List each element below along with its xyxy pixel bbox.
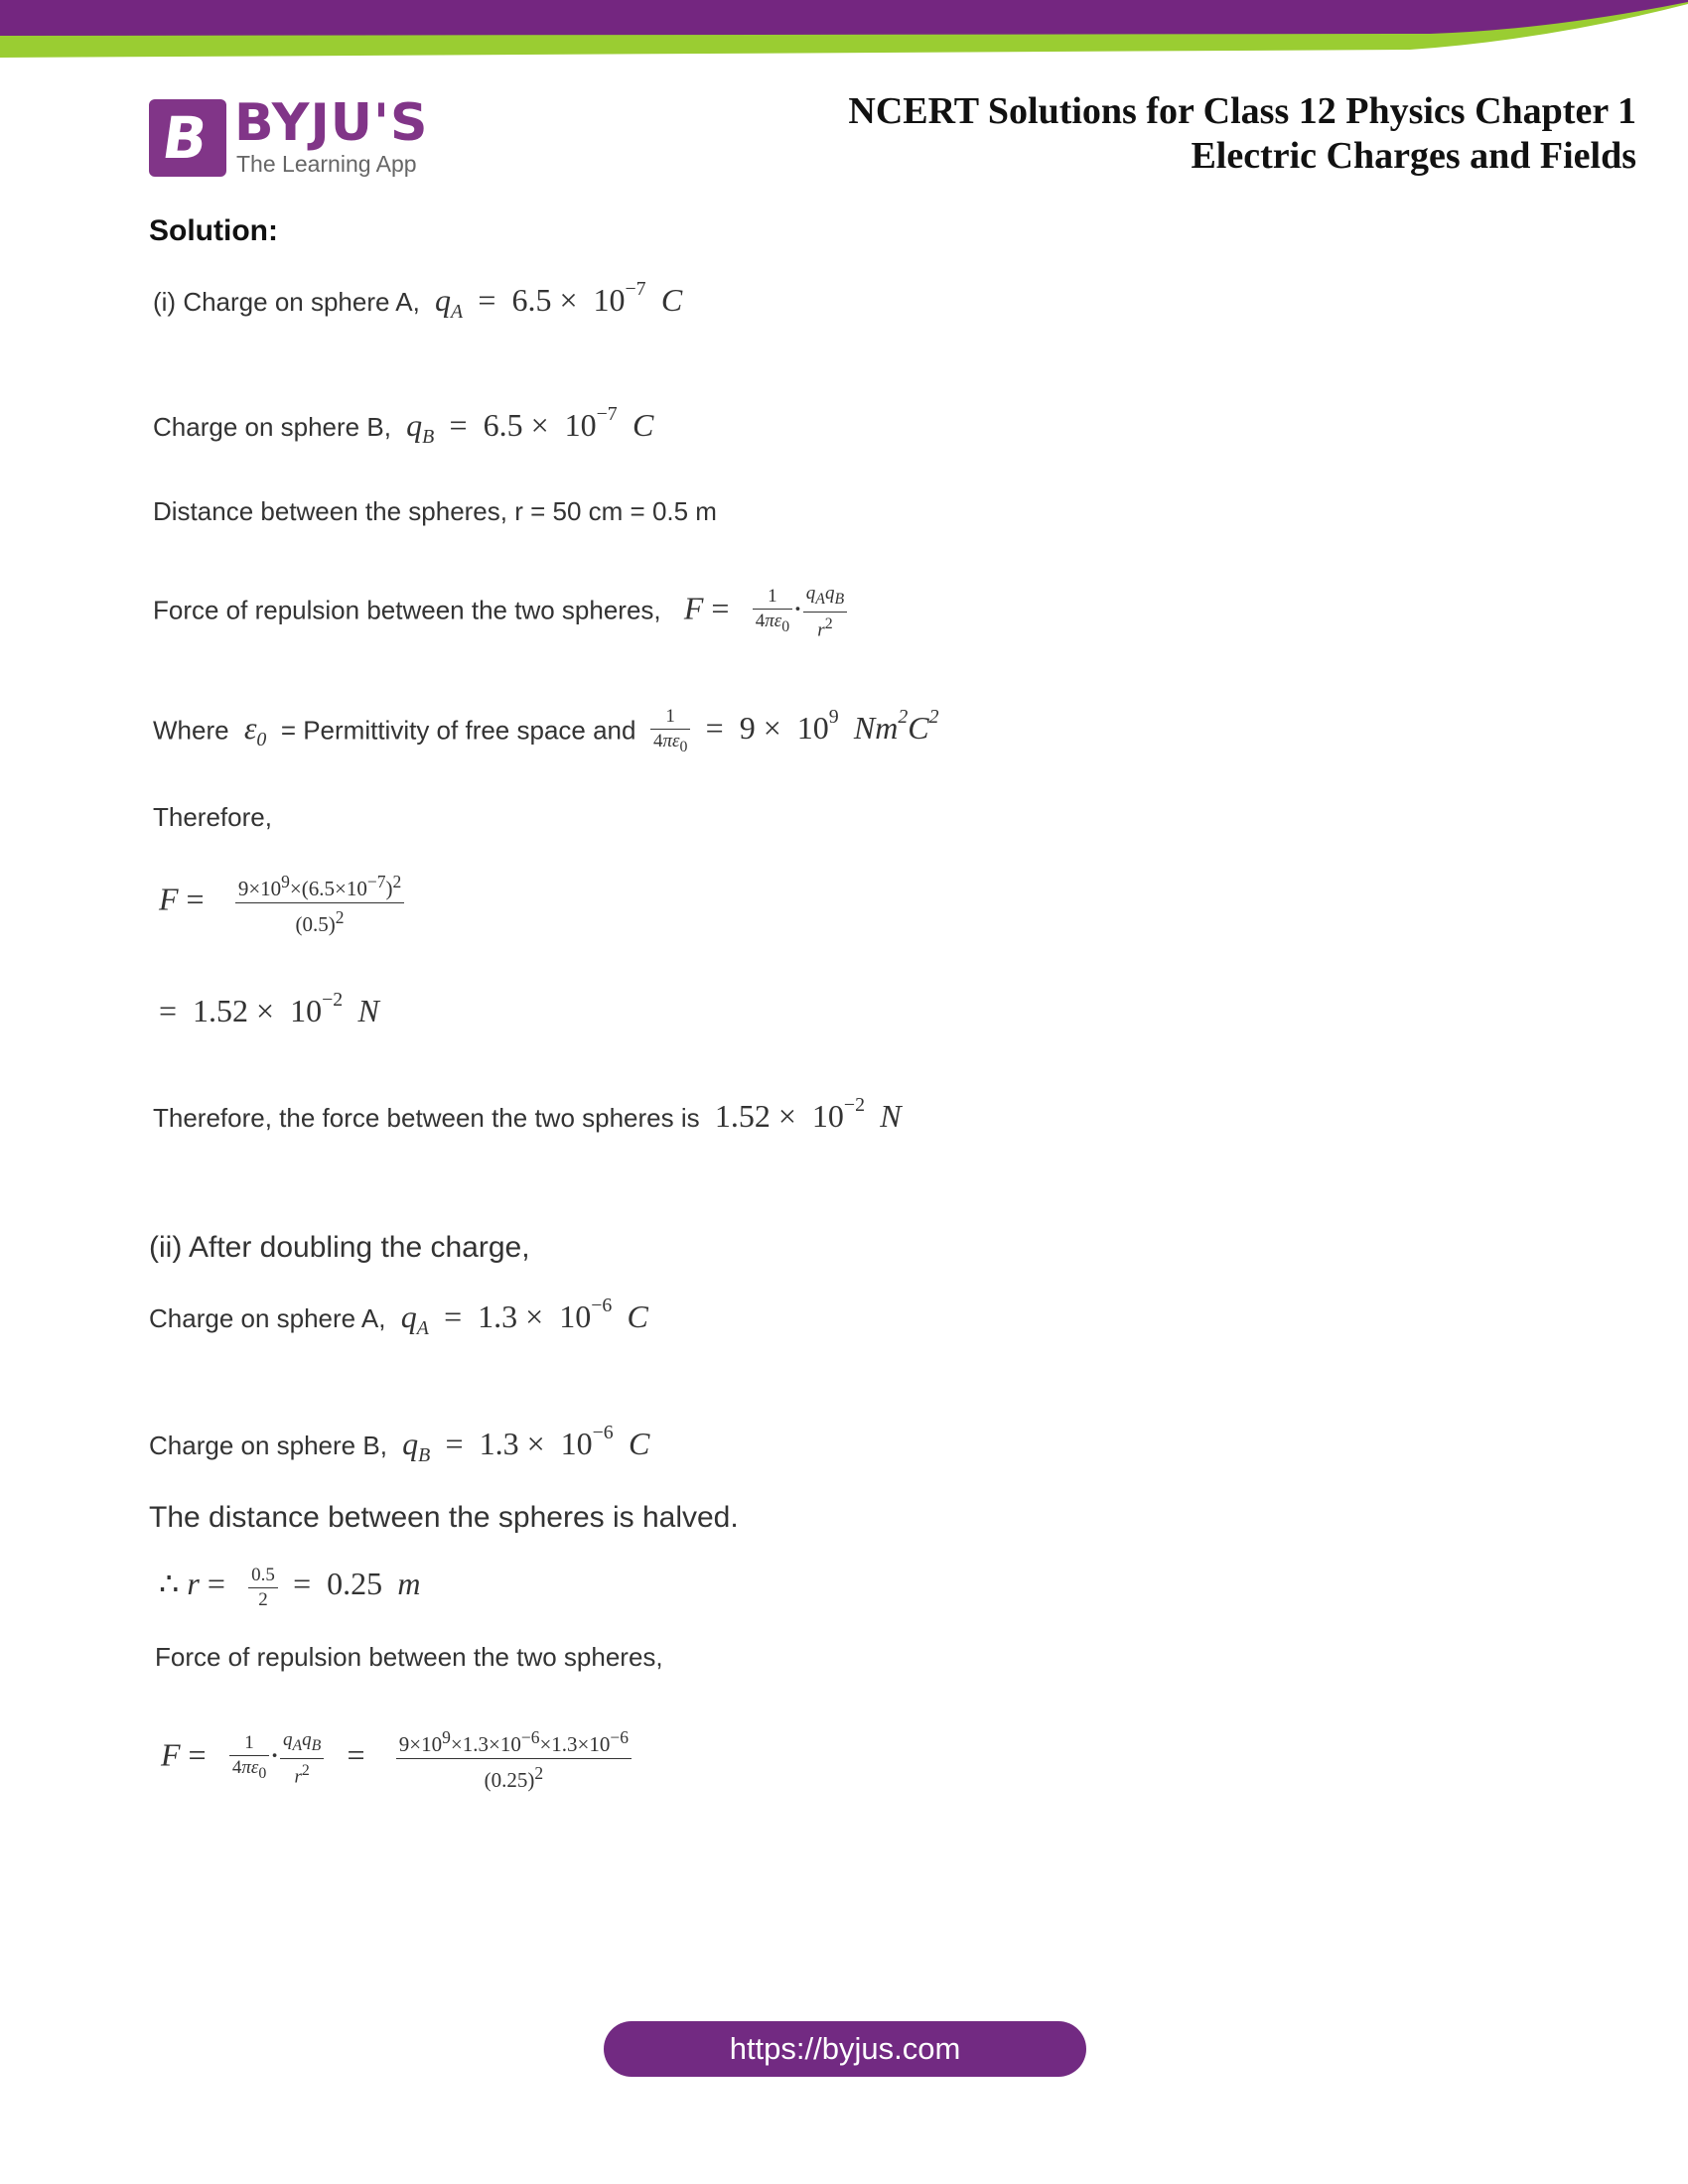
part2-k-fraction: $\frac{1}{4\pi\varepsilon_0}$ — [229, 1733, 269, 1784]
logo-letter: B — [158, 104, 211, 172]
part1-charge-a-exp: −7 — [625, 278, 646, 301]
part2-charge-b: Charge on sphere B, $q_B = 1.3 \times 10^{-6}$ C — [149, 1422, 650, 1466]
part1-charge-a-text: (i) Charge on sphere A, — [153, 287, 420, 317]
charge-product-fraction: $\frac{q_Aq_B}{r^2}$ — [803, 584, 847, 640]
k-value: 9 — [739, 710, 756, 747]
substitution-fraction: $\frac{9\times 10^9\times(6.5\times 10^{-7})^2}{(0.5)^2}$ — [235, 870, 404, 936]
part1-distance: Distance between the spheres, r = 50 cm = 0.5 m — [153, 496, 717, 526]
k-exp: 9 — [828, 706, 839, 729]
title-line-1: NCERT Solutions for Class 12 Physics Chapter 1 — [848, 90, 1636, 132]
part1-result-value: 1.52 — [193, 993, 249, 1028]
k-fraction: $\frac{1}{4\pi\varepsilon_0}$ — [650, 707, 690, 757]
byjus-logo — [149, 93, 437, 179]
part2-charge-a: Charge on sphere A, $q_A = 1.3 \times 10^{-6}$ C — [149, 1295, 648, 1339]
part1-charge-a: (i) Charge on sphere A, $q_A = 6.5 \times 10^{-7}$ C — [153, 278, 683, 323]
part2-substitution-fraction: $\frac{9\times 10^9\times 1.3\times 10^{-6}\times 1.3\times 10^{-6}}{(0.25)^2}$ — [396, 1725, 632, 1792]
part2-charge-a-exp: −6 — [591, 1295, 613, 1317]
part1-charge-b-text: Charge on sphere B, — [153, 412, 391, 442]
coulomb-constant-fraction: $\frac{1}{4\pi\varepsilon_0}$ — [753, 587, 792, 637]
part2-force-text: Force of repulsion between the two spheres, — [155, 1642, 663, 1672]
page-title — [848, 89, 1636, 179]
logo-tagline: The Learning App — [236, 151, 417, 177]
part2-charge-b-exp: −6 — [592, 1422, 614, 1444]
part1-conclusion: Therefore, the force between the two spheres is $1.52 \times 10^{-2}$ N — [153, 1094, 902, 1134]
solution-heading: Solution: — [149, 214, 278, 247]
part2-charge-b-text: Charge on sphere B, — [149, 1431, 387, 1460]
part1-permittivity: Where $\varepsilon_0$ = Permittivity of free space and $\frac{1}{4\pi\varepsilon_0}$ = $9 \times 10^9$ $Nm^2C^2$ — [153, 706, 939, 755]
part1-force-substitution: F = $\frac{9\times 10^9\times(6.5\times 10^{-7})^2}{(0.5)^2}$ — [159, 870, 404, 936]
part1-conclusion-exp: −2 — [843, 1094, 866, 1117]
part1-force-formula: Force of repulsion between the two spheres, F = $\frac{1}{4\pi\varepsilon_0}$ · $\frac{q_Aq_B}{r^2}$ — [153, 584, 847, 640]
part2-charge-product-fraction: $\frac{q_Aq_B}{r^2}$ — [280, 1730, 324, 1787]
part1-charge-b-exp: −7 — [596, 403, 618, 426]
part1-result: = $1.52 \times 10^{-2}$ N — [159, 989, 379, 1028]
part2-force-formula: F = $\frac{1}{4\pi\varepsilon_0}$ · $\frac{q_Aq_B}{r^2}$ = $\frac{9\times 10^9\times 1.3\times 10^{-6}\times 1.3\times 10^{-6}}{(0.25)^2}$ — [161, 1725, 632, 1792]
halved-fraction: $\frac{0.5}{2}$ — [248, 1566, 278, 1610]
header-color-bands — [0, 0, 1688, 60]
part1-permittivity-text: = Permittivity of free space and — [280, 715, 636, 746]
footer-url-link[interactable]: https://byjus.com — [604, 2021, 1086, 2077]
part1-charge-b-value: 6.5 — [483, 407, 523, 443]
part1-conclusion-text: Therefore, the force between the two spheres is — [153, 1103, 700, 1133]
part1-charge-b: Charge on sphere B, $q_B = 6.5 \times 10^{-7}$ C — [153, 403, 654, 448]
part1-conclusion-value: 1.52 — [714, 1098, 771, 1134]
part1-charge-a-value: 6.5 — [511, 282, 552, 318]
part1-therefore: Therefore, — [153, 802, 272, 832]
part1-where-text: Where — [153, 715, 229, 746]
part2-heading: (ii) After doubling the charge, — [149, 1231, 530, 1264]
logo-name: BYJU'S — [234, 93, 429, 153]
logo-badge — [149, 99, 226, 177]
part2-charge-a-text: Charge on sphere A, — [149, 1303, 386, 1333]
part2-charge-a-value: 1.3 — [478, 1298, 518, 1334]
part2-halved: The distance between the spheres is halved. — [149, 1501, 739, 1534]
part1-result-exp: −2 — [322, 989, 344, 1012]
part2-r-result: 0.25 — [327, 1566, 383, 1601]
title-line-2: Electric Charges and Fields — [1191, 135, 1636, 177]
part1-force-text: Force of repulsion between the two spheres, — [153, 595, 661, 625]
part2-charge-b-value: 1.3 — [479, 1426, 519, 1461]
part2-new-distance: ∴ r = $\frac{0.5}{2}$ = 0.25 m — [159, 1564, 421, 1610]
